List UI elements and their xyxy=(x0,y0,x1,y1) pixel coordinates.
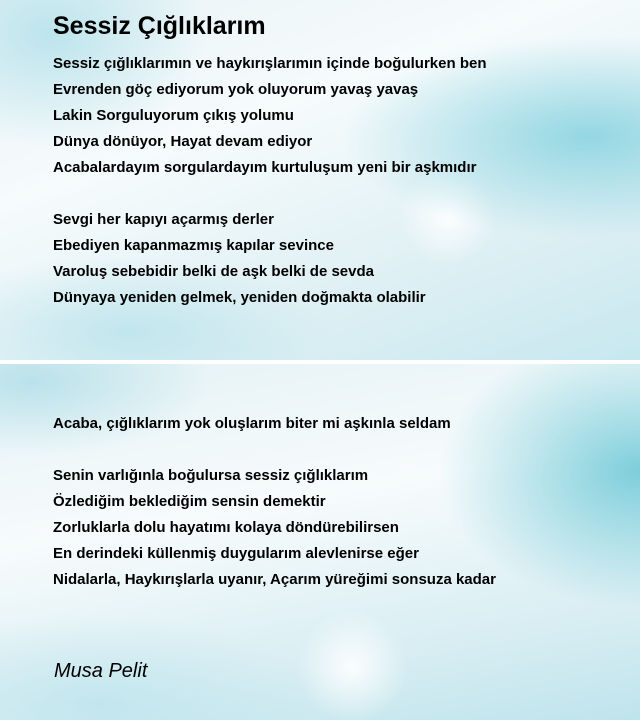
poem-line: Nidalarla, Haykırışlarla uyanır, Açarım yüreğimi sonsuza kadar xyxy=(53,571,496,588)
poem-line: Dünya dönüyor, Hayat devam ediyor xyxy=(53,133,313,150)
poem-line: Acaba, çığlıklarım yok oluşlarım biter mi aşkınla seldam xyxy=(53,415,451,432)
poem-line: Sessiz çığlıklarımın ve haykırışlarımın içinde boğulurken ben xyxy=(53,55,487,72)
poem-line: Lakin Sorguluyorum çıkış yolumu xyxy=(53,107,294,124)
poem-line: Acabalardayım sorgulardayım kurtuluşum yeni bir aşkmıdır xyxy=(53,159,477,176)
poem-title: Sessiz Çığlıklarım xyxy=(53,12,266,40)
poem-author: Musa Pelit xyxy=(54,660,148,682)
poem-line: Varoluş sebebidir belki de aşk belki de sevda xyxy=(53,263,374,280)
stanza-2 xyxy=(53,207,426,311)
poem-line: Özlediğim beklediğim sensin demektir xyxy=(53,493,326,510)
poem-line: Dünyaya yeniden gelmek, yeniden doğmakta olabilir xyxy=(53,289,426,306)
stanza-3 xyxy=(53,411,451,437)
poem-line: Zorluklarla dolu hayatımı kolaya döndürebilirsen xyxy=(53,519,399,536)
poem-line: Sevgi her kapıyı açarmış derler xyxy=(53,211,274,228)
stanza-1 xyxy=(53,51,486,181)
poem-line: Senin varlığınla boğulursa sessiz çığlıklarım xyxy=(53,467,369,484)
poem-panel-bottom xyxy=(0,364,640,720)
poem-line: En derindeki küllenmiş duygularım alevlenirse eğer xyxy=(53,545,419,562)
poem-line: Ebediyen kapanmazmış kapılar sevince xyxy=(53,237,334,254)
stanza-4 xyxy=(53,463,496,593)
poem-line: Evrenden göç ediyorum yok oluyorum yavaş yavaş xyxy=(53,81,419,98)
